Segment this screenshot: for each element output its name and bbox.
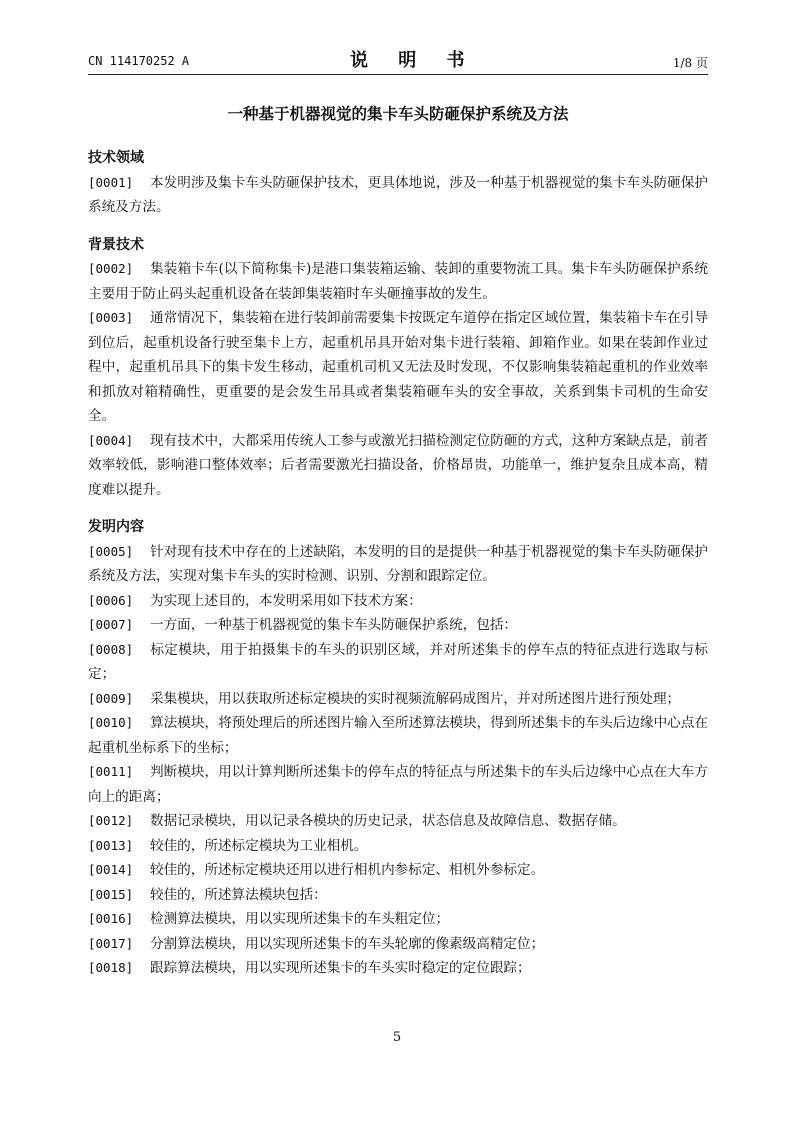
paragraph-text: 较佳的，所述标定模块为工业相机。 bbox=[150, 837, 368, 854]
paragraph-text: 针对现有技术中存在的上述缺陷，本发明的目的是提供一种基于机器视觉的集卡车头防砸保护系统及方法，实现对集卡车头的实时检测、识别、分割和跟踪定位。 bbox=[88, 543, 708, 584]
section-summary bbox=[88, 515, 708, 981]
section-background bbox=[88, 233, 708, 503]
paragraph bbox=[88, 809, 708, 834]
paragraph bbox=[88, 760, 708, 809]
paragraph-text: 通常情况下，集装箱在进行装卸前需要集卡按既定车道停在指定区域位置，集装箱卡车在引导到位后，起重机设备行驶至集卡上方，起重机吊具开始对集卡进行装箱、卸箱作业。如果在装卸作业过程中，起重机吊具下的集卡发生移动，起重机司机又无法及时发现，不仅影响集装箱起重机的作业效率和抓放对箱精确性，更重要的是会发生吊具或者集装箱砸车头的安全事故，关系到集卡司机的生命安全。 bbox=[88, 310, 708, 424]
paragraph-number: [0014] bbox=[88, 862, 134, 877]
paragraph-number: [0011] bbox=[88, 764, 134, 779]
paragraph-text: 检测算法模块，用以实现所述集卡的车头粗定位； bbox=[150, 911, 450, 927]
paragraph bbox=[88, 613, 708, 638]
paragraph bbox=[88, 907, 708, 932]
paragraph bbox=[88, 932, 708, 957]
paragraph-number: [0018] bbox=[88, 960, 134, 975]
paragraph-number: [0015] bbox=[88, 886, 134, 902]
paragraph-number: [0002] bbox=[88, 261, 134, 276]
paragraph-number: [0007] bbox=[88, 617, 134, 632]
paragraph bbox=[88, 711, 708, 760]
paragraph-number: [0016] bbox=[88, 911, 134, 926]
paragraph bbox=[88, 429, 708, 503]
paragraph-text: 较佳的，所述标定模块还用以进行相机内参标定、相机外参标定。 bbox=[150, 862, 545, 878]
paragraph-text: 分割算法模块，用以实现所述集卡的车头轮廓的像素级高精定位； bbox=[150, 935, 545, 952]
paragraph-number: [0012] bbox=[88, 813, 134, 828]
paragraph-text: 较佳的，所述算法模块包括： bbox=[150, 886, 327, 903]
paragraph-text: 算法模块，将预处理后的所述图片输入至所述算法模块，得到所述集卡的车头后边缘中心点在起重机坐标系下的坐标； bbox=[88, 715, 708, 756]
paragraph-text: 集装箱卡车(以下简称集卡)是港口集装箱运输、装卸的重要物流工具。集卡车头防砸保护系统主要用于防止码头起重机设备在装卸集装箱时车头砸撞事故的发生。 bbox=[88, 261, 708, 302]
page-header bbox=[88, 44, 708, 74]
page-count: 1/8 页 bbox=[672, 56, 708, 70]
paragraph-number: [0003] bbox=[88, 310, 134, 325]
paragraph bbox=[88, 883, 708, 908]
paragraph-number: [0004] bbox=[88, 432, 134, 448]
paragraph bbox=[88, 171, 708, 220]
paragraph bbox=[88, 687, 708, 712]
paragraph bbox=[88, 540, 708, 589]
paragraph-text: 为实现上述目的，本发明采用如下技术方案： bbox=[150, 592, 422, 609]
page-number: 5 bbox=[392, 1030, 402, 1045]
header-rule bbox=[88, 74, 708, 75]
paragraph bbox=[88, 956, 708, 981]
paragraph-text: 跟踪算法模块，用以实现所述集卡的车头实时稳定的定位跟踪； bbox=[150, 960, 531, 976]
paragraph bbox=[88, 834, 708, 859]
paragraph-text: 数据记录模块，用以记录各模块的历史记录，状态信息及故障信息、数据存储。 bbox=[150, 813, 626, 829]
paragraph bbox=[88, 858, 708, 883]
document-body bbox=[88, 146, 708, 981]
header-title: 说 明 书 bbox=[350, 50, 477, 71]
section-heading: 发明内容 bbox=[88, 519, 144, 535]
paragraph bbox=[88, 306, 708, 429]
paragraph-text: 本发明涉及集卡车头防砸保护技术，更具体地说，涉及一种基于机器视觉的集卡车头防砸保护系统及方法。 bbox=[88, 174, 708, 215]
paragraph-text: 采集模块，用以获取所述标定模块的实时视频流解码成图片，并对所述图片进行预处理； bbox=[150, 690, 681, 707]
paragraph-number: [0005] bbox=[88, 543, 134, 559]
section-technical-field bbox=[88, 146, 708, 220]
section-heading: 技术领域 bbox=[88, 150, 144, 166]
paragraph-number: [0008] bbox=[88, 641, 134, 657]
paragraph-text: 一方面，一种基于机器视觉的集卡车头防砸保护系统，包括： bbox=[150, 617, 518, 633]
paragraph-number: [0006] bbox=[88, 592, 134, 608]
paragraph-number: [0017] bbox=[88, 935, 134, 951]
paragraph bbox=[88, 638, 708, 687]
paragraph-text: 现有技术中，大都采用传统人工参与或激光扫描检测定位防砸的方式，这种方案缺点是，前者效率较低，影响港口整体效率；后者需要激光扫描设备，价格昂贵，功能单一，维护复杂且成本高，精度难以提升。 bbox=[88, 432, 708, 498]
paragraph-number: [0013] bbox=[88, 837, 134, 853]
paragraph-text: 标定模块，用于拍摄集卡的车头的识别区域，并对所述集卡的停车点的特征点进行选取与标定； bbox=[88, 641, 708, 682]
document-title: 一种基于机器视觉的集卡车头防砸保护系统及方法 bbox=[227, 105, 569, 123]
paragraph-number: [0009] bbox=[88, 690, 134, 706]
section-heading: 背景技术 bbox=[88, 236, 144, 253]
paragraph-number: [0001] bbox=[88, 174, 134, 190]
paragraph-text: 判断模块，用以计算判断所述集卡的停车点的特征点与所述集卡的车头后边缘中心点在大车方向上的距离； bbox=[88, 764, 708, 805]
paragraph-number: [0010] bbox=[88, 715, 134, 730]
paragraph bbox=[88, 257, 708, 306]
paragraph bbox=[88, 589, 708, 614]
document-number: CN 114170252 A bbox=[88, 54, 190, 68]
